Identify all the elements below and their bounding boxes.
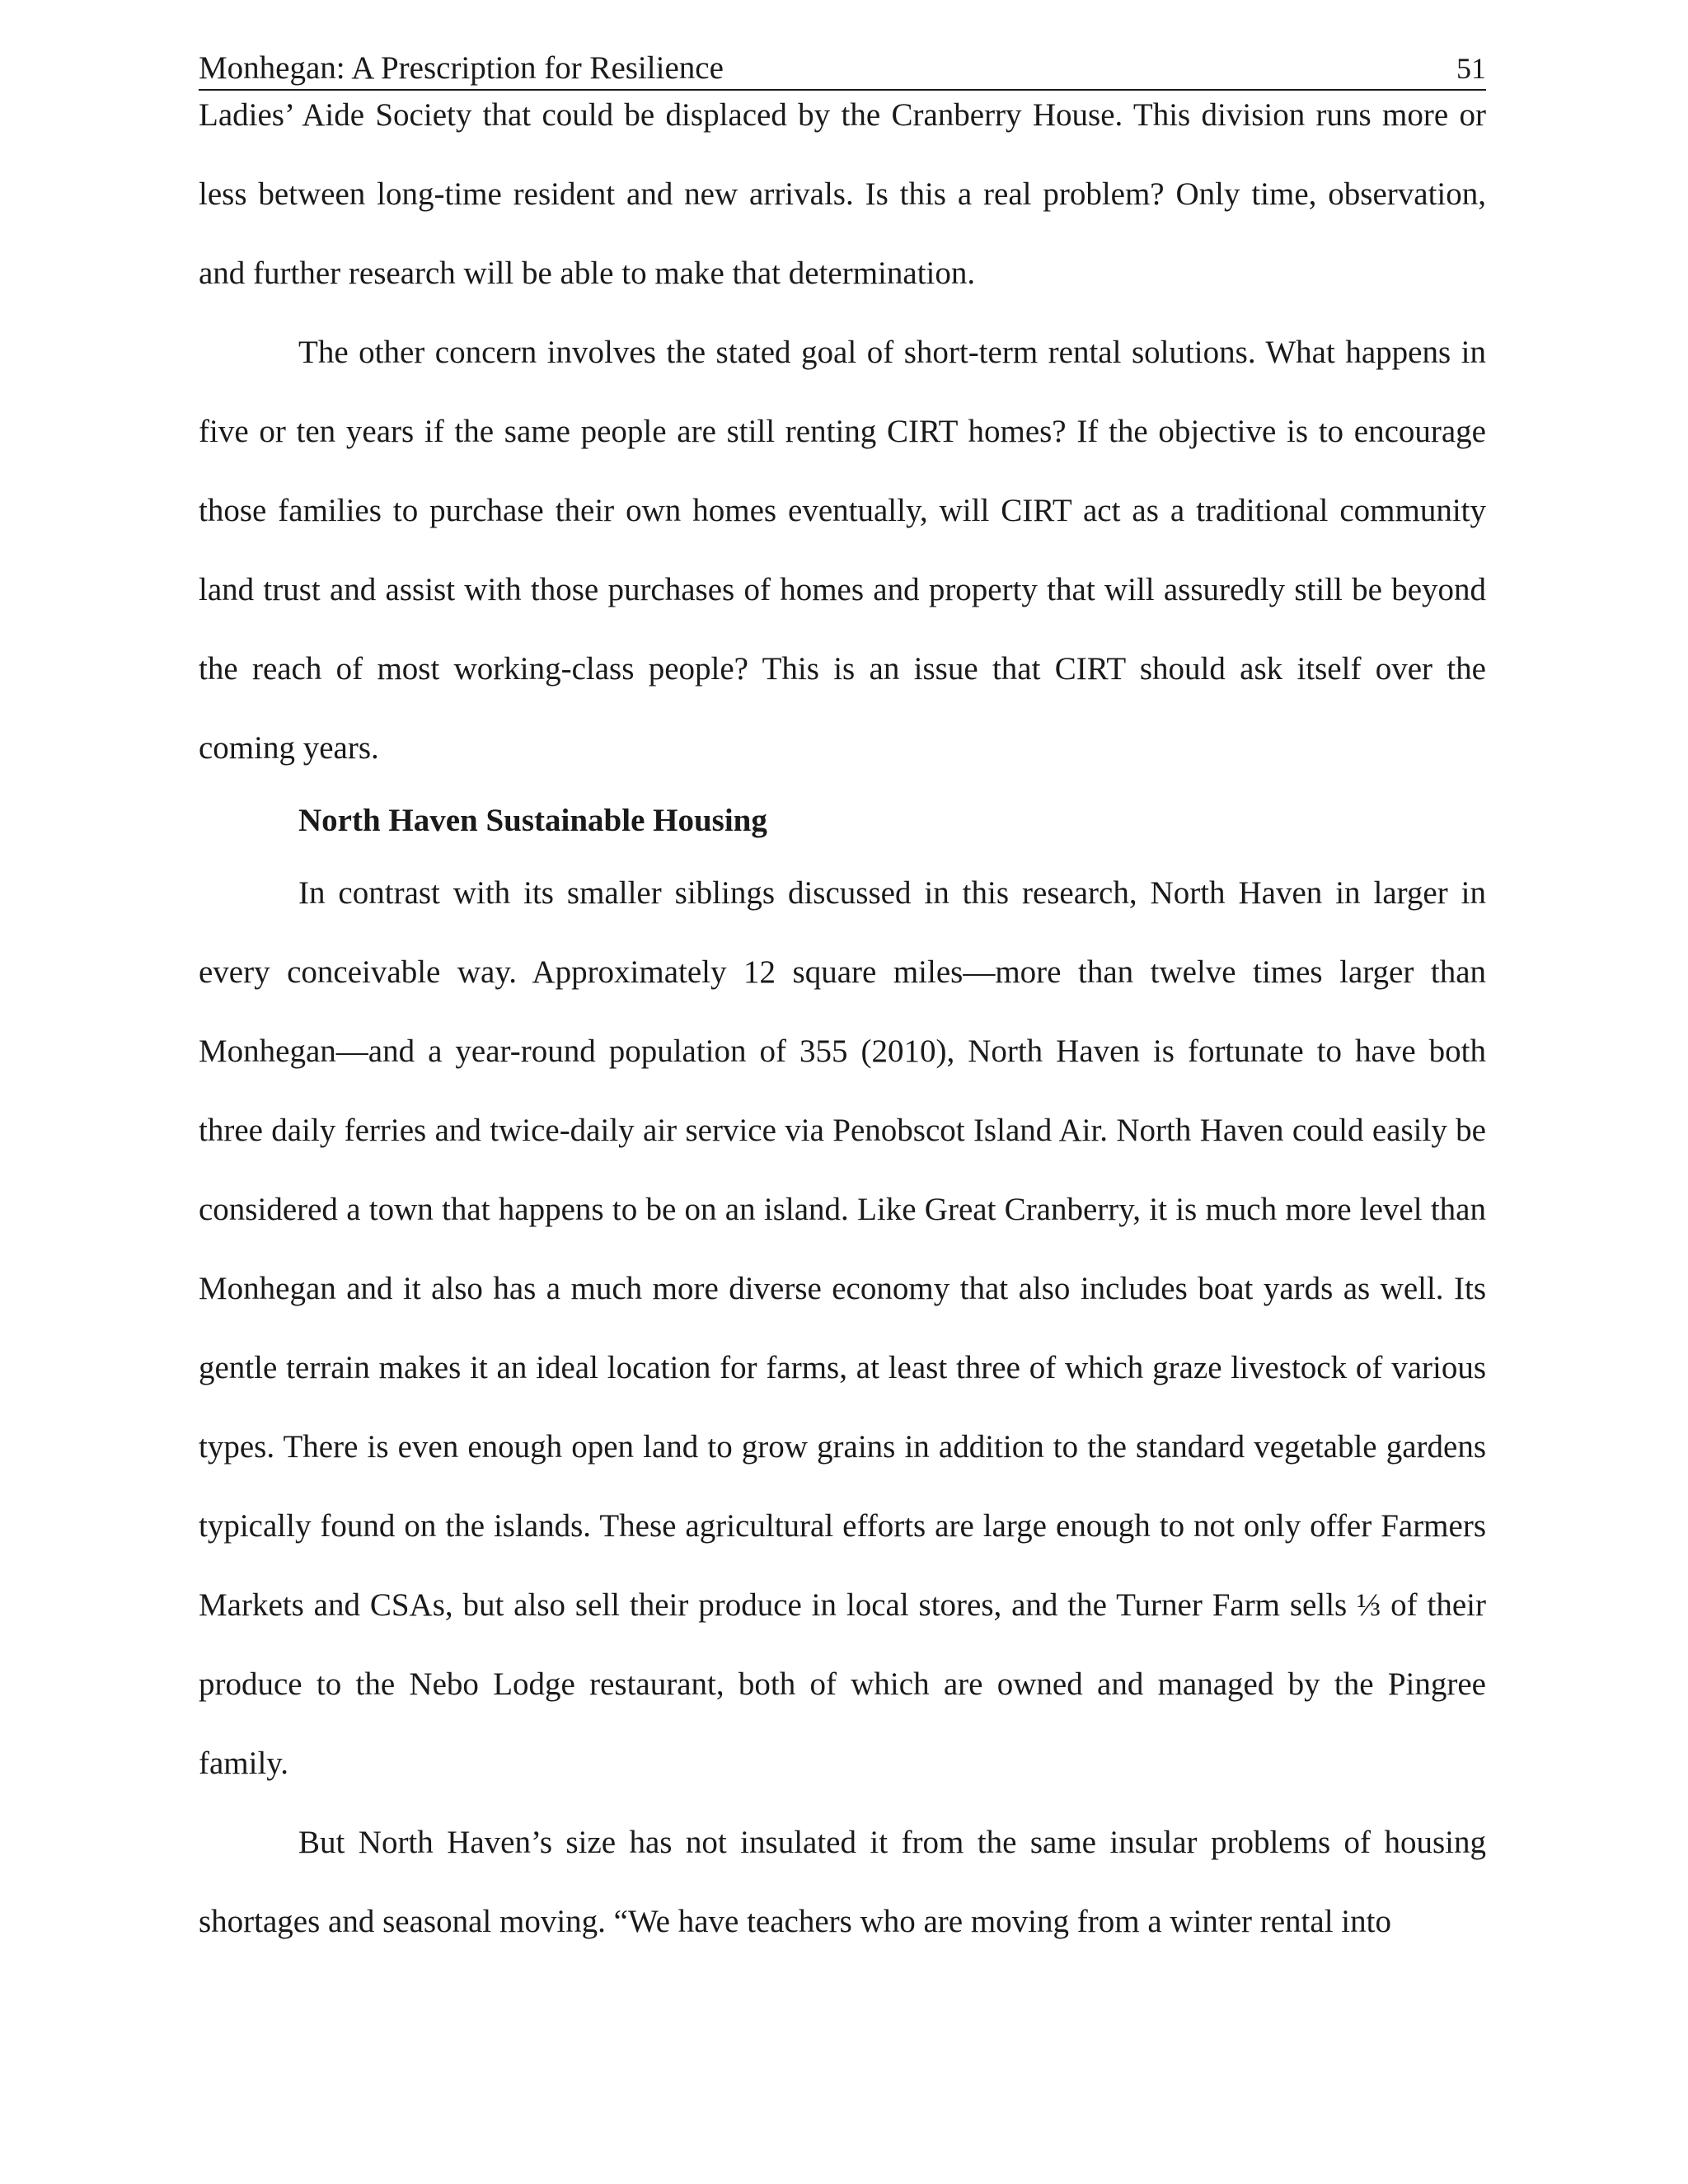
- paragraph-other-concern: The other concern involves the stated goal of short-term rental solutions. What happens in five or ten years if the same people are still renting CIRT homes? If the objective is to encourage those families to purchase their own homes eventually, will CIRT act as a traditional community land trust and assist with those purchases of homes and property that will assuredly still be beyond the reach of most working-class people? This is an issue that CIRT should ask itself over the coming years.: [199, 335, 1486, 766]
- page-number: 51: [1456, 52, 1486, 85]
- paragraph-north-haven: In contrast with its smaller siblings discussed in this research, North Haven in larger in every conceivable way. Approximately 12 square miles—more than twelve times larger than Monhegan—and a year-round population of 355 (2010), North Haven is fortunate to have both three daily ferries and twice-daily air service via Penobscot Island Air. North Haven could easily be considered a town that happens to be on an island. Like Great Cranberry, it is much more level than Monhegan and it also has a much more diverse economy that also includes boat yards as well. Its gentle terrain makes it an ideal location for farms, at least three of which graze livestock of various types. There is even enough open land to grow grains in addition to the standard vegetable gardens typically found on the islands. These agricultural efforts are large enough to not only offer Farmers Markets and CSAs, but also sell their produce in local stores, and the Turner Farm sells ⅓ of their produce to the Nebo Lodge restaurant, both of which are owned and managed by the Pingree family.: [199, 875, 1486, 1781]
- running-title: Monhegan: A Prescription for Resilience: [199, 50, 724, 86]
- section-heading: North Haven Sustainable Housing: [298, 803, 767, 838]
- paragraph-housing-shortages: But North Haven’s size has not insulated it from the same insular problems of housing shortages and seasonal moving. “We have teachers who are moving from a winter rental into: [199, 1825, 1486, 1939]
- document-page: [199, 48, 1486, 1961]
- paragraph-continuation: Ladies’ Aide Society that could be displaced by the Cranberry House. This division runs more or less between long-time resident and new arrivals. Is this a real problem? Only time, observation, and further research will be able to make that determination.: [199, 97, 1486, 291]
